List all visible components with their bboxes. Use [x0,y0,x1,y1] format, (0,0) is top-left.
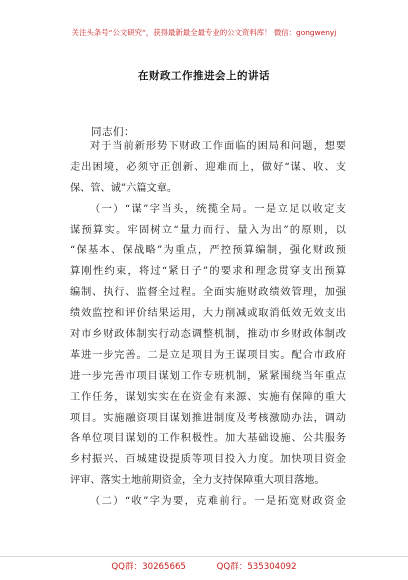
body-line: 算刚性约束，将过“紧日子”的要求和理念贯穿支出预算 [70,266,346,278]
footer-qq-group-1: QQ群：30265665 [111,562,186,572]
body-line: 对市乡财政体制实行动态调整机制，推动市乡财政体制改 [70,329,346,341]
body-line: 项目。实施融资项目谋划推进制度及考核激励办法，调动 [70,412,346,424]
document-body [70,137,346,513]
body-line: 保、管、诚”六篇文章。 [70,182,178,194]
header-note: 关注头条号“公文研究”，获得最新最全最专业的公文资料库！ 微信：gongwenyj [71,28,337,37]
body-line: 革进一步完善。二是立足项目为王谋项目实。配合市政府 [70,349,346,361]
footer [0,560,408,572]
body-line: 绩效监控和评价结果运用，大力削减或取消低效无效支出 [70,308,346,320]
body-line: 编制、执行、监督全过程。全面实施财政绩效管理，加强 [70,287,346,299]
footer-divider [0,556,408,557]
body-line: （二）“收”字为要，克难前行。一是拓宽财政资金 [90,496,346,508]
document-title: 在财政工作推进会上的讲话 [138,70,270,82]
footer-qq-group-2: QQ群：535304092 [216,562,297,572]
body-line: 对于当前新形势下财政工作面临的困局和问题，想要 [90,141,346,152]
body-line: （一）“谋”字当头，统揽全局。一是立足以收定支 [90,203,346,215]
body-line: 工作任务，谋划实实在在资金有来源、实施有保障的重大 [70,391,346,403]
body-line: 进一步完善市项目谋划工作专班机制，紧紧围绕当年重点 [70,370,346,382]
body-line: “保基本、保战略”为重点，严控预算编制，强化财政预 [70,245,346,257]
body-line: 评审、落实土地前期资金，全力支持保障重大项目落地。 [70,475,325,487]
body-line: 走出困境，必须守正创新、迎难而上，做好“谋、收、支 [70,161,346,173]
greeting: 同志们： [91,126,135,138]
body-line: 各单位项目谋划的工作积极性。加大基础设施、公共服务 [70,433,346,445]
body-line: 谋预算实。牢固树立“量力而行、量入为出”的原则，以 [70,224,346,236]
body-line: 乡村振兴、百城建设提质等项目投入力度。加快项目资金 [70,454,346,466]
